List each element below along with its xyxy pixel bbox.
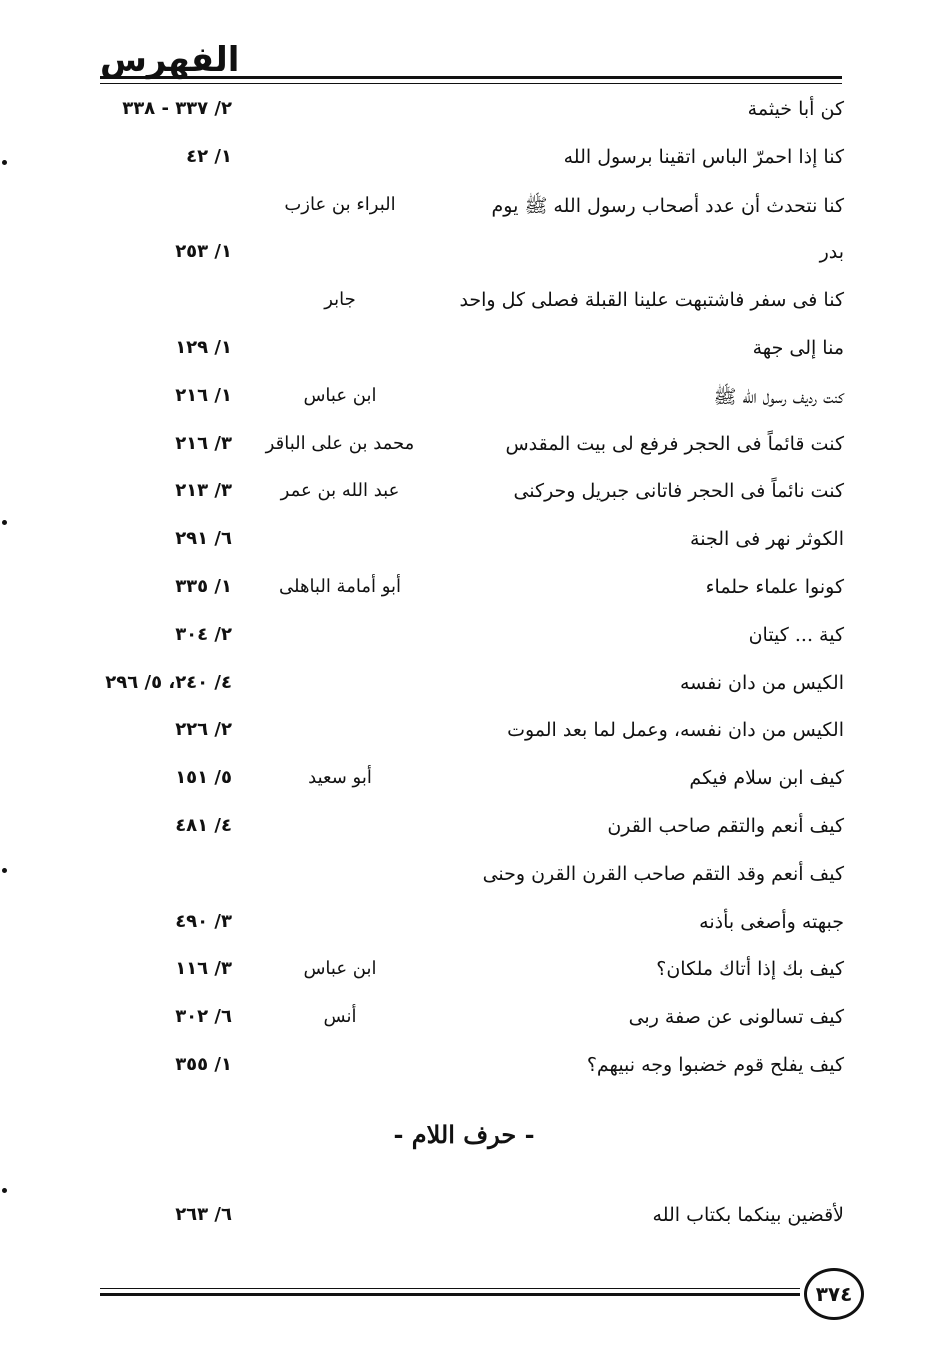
margin-mark: [2, 520, 7, 525]
index-entry-row: [0, 767, 928, 807]
entry-text: كيف يفلح قوم خضبوا وجه نبيهم؟: [586, 1054, 844, 1076]
index-entry-row: [0, 289, 928, 329]
index-entry-row: [0, 433, 928, 473]
entry-text: الكيس من دان نفسه: [679, 671, 844, 694]
entry-reference: ١/ ٣٣٥: [175, 576, 232, 597]
entry-source: البراء بن عازب: [284, 193, 396, 215]
margin-mark: [2, 868, 7, 873]
section-heading: - حرف اللام -: [393, 1120, 535, 1149]
index-entry-row: [0, 337, 928, 377]
entry-reference: ٤/ ٤٨١: [175, 815, 232, 836]
entry-text: منا إلى جهة: [752, 337, 844, 359]
entry-reference: ٣/ ١١٦: [175, 958, 232, 980]
entry-text: كية ... كيتان: [748, 623, 844, 646]
entry-text: كنا فى سفر فاشتبهت علينا القبلة فصلى كل واحد: [459, 289, 844, 312]
entry-reference: ١/ ٤٢: [186, 145, 232, 167]
entry-reference: ٣/ ٢١٦: [175, 432, 232, 454]
index-entry-row: [0, 911, 928, 951]
entry-reference: ٣/ ٢١٣: [175, 480, 232, 502]
entry-text: لأقضين بينكما بكتاب الله: [652, 1204, 844, 1226]
entry-reference: ٦/ ٢٩١: [175, 528, 232, 550]
index-entry-row: [0, 815, 928, 855]
index-entry-row: [0, 1054, 928, 1094]
entry-text: كنت قائماً فى الحجر فرفع لى بيت المقدس: [505, 432, 844, 455]
index-entry-row: [0, 480, 928, 520]
footer-rule: [100, 1288, 800, 1296]
entry-reference: ٦/ ٢٦٣: [175, 1204, 232, 1225]
entry-reference: ١/ ٢٥٣: [175, 241, 232, 263]
entry-source: أنس: [323, 1006, 357, 1028]
entry-text: كنا إذا احمرّ الباس اتقينا برسول الله: [563, 145, 844, 168]
index-entry-row: [0, 146, 928, 186]
entry-source: محمد بن على الباقر: [265, 432, 415, 454]
index-entry-row: [0, 528, 928, 568]
entry-source: أبو سعيد: [308, 767, 372, 789]
entry-text: كنا نتحدث أن عدد أصحاب رسول الله ﷺ يوم: [491, 194, 844, 217]
page-header-title: الفهرس: [100, 40, 240, 80]
entry-source: جابر: [324, 289, 356, 311]
entry-text: بدر: [819, 241, 844, 264]
index-entry-row: [0, 958, 928, 998]
entry-text: كنت رديف رسول الله ﷺ: [713, 385, 844, 408]
index-entry-row: [0, 719, 928, 759]
entry-reference: ١/ ١٢٩: [175, 337, 232, 358]
index-entry-row: [0, 576, 928, 616]
entry-text: كونوا علماء حلماء: [705, 576, 844, 598]
entry-text: كيف ابن سلام فيكم: [689, 767, 844, 790]
margin-mark: [2, 1188, 7, 1193]
index-entry-row: [0, 672, 928, 712]
entry-text: كيف أنعم والتقم صاحب القرن: [607, 815, 844, 837]
entry-source: عبد الله بن عمر: [280, 480, 400, 502]
entry-reference: ٣/ ٤٩٠: [175, 910, 232, 932]
entry-source: أبو أمامة الباهلى: [278, 576, 402, 597]
index-entry-row: [0, 241, 928, 281]
entry-text: كن أبا خيثمة: [747, 98, 844, 120]
entry-text: كنت نائماً فى الحجر فاتانى جبريل وحركنى: [513, 480, 844, 503]
entry-text: كيف أنعم وقد التقم صاحب القرن القرن وحنى: [482, 862, 844, 885]
margin-mark: [2, 160, 7, 165]
index-entry-row: [0, 194, 928, 234]
entry-reference: ١/ ٢١٦: [175, 384, 232, 406]
entry-reference: ٢/ ٢٢٦: [175, 719, 232, 741]
entry-text: كيف تسالونى عن صفة ربى: [628, 1006, 844, 1029]
page-number: ٣٧٤: [804, 1268, 864, 1320]
entry-reference: ٢/ ٣٠٤: [175, 623, 232, 645]
entry-source: ابن عباس: [303, 958, 377, 980]
index-entry-row: [0, 624, 928, 664]
entry-text: الكوثر نهر فى الجنة: [690, 528, 844, 551]
entry-text: جبهته وأصغى بأذنه: [699, 910, 844, 933]
index-entry-row: [0, 1204, 928, 1244]
entry-reference: ٥/ ١٥١: [175, 767, 232, 789]
entry-reference: ٦/ ٣٠٢: [175, 1006, 232, 1028]
entry-reference: ٤/ ٢٤٠، ٥/ ٢٩٦: [105, 671, 232, 693]
entry-reference: ١/ ٣٥٥: [175, 1054, 232, 1075]
header-rule: [100, 76, 842, 84]
index-entry-row: [0, 863, 928, 903]
entry-reference: ٢/ ٣٣٧ - ٣٣٨: [122, 98, 232, 119]
entry-source: ابن عباس: [303, 384, 377, 406]
index-entry-row: [0, 385, 928, 425]
entry-text: كيف بك إذا أتاك ملكان؟: [656, 958, 844, 981]
index-entry-row: [0, 1006, 928, 1046]
index-entry-row: [0, 98, 928, 138]
entry-text: الكيس من دان نفسه، وعمل لما بعد الموت: [507, 719, 844, 742]
